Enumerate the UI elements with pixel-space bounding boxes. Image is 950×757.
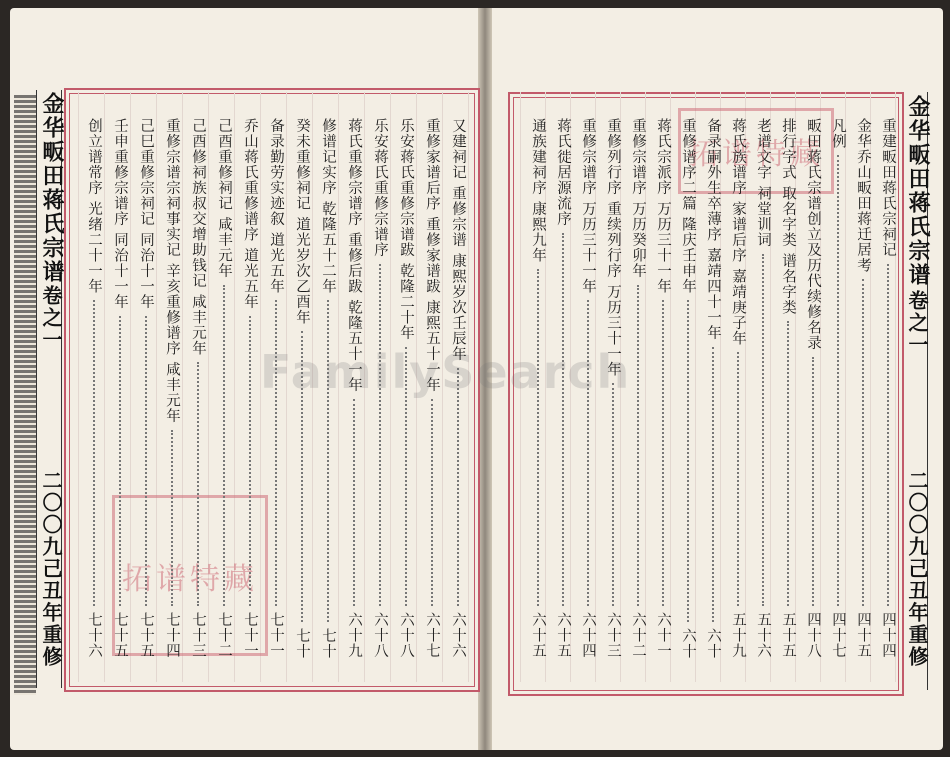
right-leader-dots (837, 155, 839, 606)
left-entry-page-number: 七十 (294, 628, 310, 659)
left-entry-page-number: 七十五 (112, 612, 128, 659)
right-entry-page-number: 四十四 (880, 612, 896, 659)
left-entry-title: 重修家谱后序 重修家谱跋 康熙五十一年 (424, 118, 440, 393)
right-leader-dots (787, 321, 789, 606)
right-entry-page-number: 五十五 (780, 612, 796, 659)
right-entry-page-number: 六十二 (630, 612, 646, 659)
left-book-title: 金华畈田蒋氏宗谱 (39, 92, 65, 284)
left-leader-dots (119, 316, 121, 606)
left-leader-dots (327, 300, 329, 622)
right-entry-title: 蒋氏徙居源流序 (555, 118, 571, 227)
right-leader-dots (612, 383, 614, 606)
left-entry-title: 蒋氏重修宗谱序 重修后跋 乾隆五十一年 (346, 118, 362, 393)
right-entry-page-number: 四十七 (830, 612, 846, 659)
left-entry-page-number: 七十 (320, 628, 336, 659)
left-leader-dots (223, 285, 225, 606)
right-leader-dots (687, 300, 689, 622)
left-entry-page-number: 七十二 (216, 612, 232, 659)
right-leader-dots (812, 357, 814, 607)
left-volume-label: 卷之一 (39, 285, 63, 351)
seal-stamp-left: 拓谱特藏 (112, 495, 268, 656)
left-entry-page-number: 六十七 (424, 612, 440, 659)
right-entry-page-number: 六十五 (530, 612, 546, 659)
left-leader-dots (93, 300, 95, 606)
right-leader-dots (862, 279, 864, 606)
column-rule (845, 92, 846, 682)
left-leader-dots (275, 300, 277, 606)
left-entry-title: 乔山蒋氏重修谱序 道光五年 (242, 118, 258, 310)
left-leader-dots (379, 264, 381, 607)
left-entry-page-number: 六十八 (372, 612, 388, 659)
right-entry-title: 重建畈田蒋氏宗祠记 (880, 118, 896, 258)
right-entry-page-number: 四十八 (805, 612, 821, 659)
left-entry-title: 己酉修祠族叔交增助钱记 咸丰元年 (190, 118, 206, 357)
left-entry-page-number: 七十五 (138, 612, 154, 659)
right-leader-dots (637, 285, 639, 606)
right-leader-dots (537, 269, 539, 606)
left-entry-page-number: 七十四 (164, 612, 180, 659)
watermark: FamilySearch (260, 345, 632, 399)
left-entry-title: 己巳重修宗祠记 同治十一年 (138, 118, 154, 310)
right-leader-dots (887, 264, 889, 607)
right-leader-dots (762, 254, 764, 606)
column-rule (78, 92, 79, 682)
left-entry-page-number: 七十一 (242, 612, 258, 659)
left-entry-title: 修谱记实序 乾隆五十二年 (320, 118, 336, 295)
right-leader-dots (737, 352, 739, 606)
left-entry-title: 乐安蒋氏重修宗谱跋 乾隆二十年 (398, 118, 414, 341)
right-leader-dots (562, 233, 564, 607)
left-leader-dots (431, 399, 433, 606)
left-leader-dots (197, 362, 199, 606)
left-leader-dots (301, 331, 303, 622)
right-volume-label: 卷之一 (905, 290, 929, 356)
left-entry-page-number: 六十六 (450, 612, 466, 659)
left-leader-dots (353, 399, 355, 606)
right-entry-title: 重修列行序 重续列行序 万历三十一年 (605, 118, 621, 378)
seal-stamp-right: 拓谱特藏 (678, 108, 834, 194)
right-entry-title: 备录嗣外生卒薄序 嘉靖四十一年 (705, 118, 721, 341)
right-entry-page-number: 六十三 (605, 612, 621, 659)
left-entry-page-number: 七十一 (268, 612, 284, 659)
left-entry-title: 己酉重修祠记 咸丰元年 (216, 118, 232, 279)
right-entry-title: 重修宗谱序 万历三十一年 (580, 118, 596, 295)
right-entry-title: 老谱文字 祠堂训词 (755, 118, 771, 248)
right-entry-page-number: 四十五 (855, 612, 871, 659)
right-entry-title: 蒋氏族谱序 家谱后序 嘉靖庚子年 (730, 118, 746, 347)
left-leader-dots (145, 316, 147, 606)
right-leader-dots (587, 300, 589, 606)
column-rule (104, 92, 105, 682)
right-entry-page-number: 六十 (705, 628, 721, 659)
left-entry-page-number: 六十九 (346, 612, 362, 659)
page-edges (14, 95, 36, 695)
left-entry-title: 癸未重修祠记 道光岁次乙酉年 (294, 118, 310, 326)
left-entry-title: 创立谱常序 光绪二十一年 (86, 118, 102, 295)
right-entry-page-number: 六十四 (580, 612, 596, 659)
right-leader-dots (712, 347, 714, 622)
left-entry-title: 又建祠记 重修宗谱 康熙岁次壬辰年 (450, 118, 466, 362)
right-entry-page-number: 五十九 (730, 612, 746, 659)
right-entry-page-number: 六十五 (555, 612, 571, 659)
right-entry-title: 畈田蒋氏宗谱创立及历代续修名录 (805, 118, 821, 351)
left-leader-dots (457, 368, 459, 606)
right-entry-page-number: 六十 (680, 628, 696, 659)
left-entry-page-number: 七十三 (190, 612, 206, 659)
right-entry-title: 通族建祠序 康熙九年 (530, 118, 546, 264)
right-entry-page-number: 六十一 (655, 612, 671, 659)
left-leader-dots (249, 316, 251, 606)
left-entry-page-number: 七十六 (86, 612, 102, 659)
right-entry-title: 凡例 (830, 118, 846, 149)
right-entry-title: 重修宗谱序 万历癸卯年 (630, 118, 646, 279)
right-leader-dots (662, 300, 664, 606)
right-entry-title: 排行字式 取名字类 谱名字类 (780, 118, 796, 316)
right-margin-edition: 二〇〇九己丑年重修 (905, 470, 929, 668)
right-entry-page-number: 五十六 (755, 612, 771, 659)
left-leader-dots (405, 347, 407, 606)
right-entry-title: 蒋氏宗派序 万历三十一年 (655, 118, 671, 295)
left-leader-dots (171, 430, 173, 606)
right-book-title: 金华畈田蒋氏宗谱 (905, 95, 931, 287)
left-entry-title: 壬申重修宗谱序 同治十一年 (112, 118, 128, 310)
left-entry-title: 备录勤劳实迹叙 道光五年 (268, 118, 284, 295)
left-margin-edition: 二〇〇九己丑年重修 (39, 470, 63, 668)
left-entry-title: 重修宗谱宗祠事实记 辛亥重修谱序 咸丰元年 (164, 118, 180, 424)
right-entry-title: 重修谱序二篇 隆庆壬申年 (680, 118, 696, 295)
right-entry-title: 金华乔山畈田蒋迁居考 (855, 118, 871, 273)
left-entry-title: 乐安蒋氏重修宗谱序 (372, 118, 388, 258)
left-entry-page-number: 六十八 (398, 612, 414, 659)
